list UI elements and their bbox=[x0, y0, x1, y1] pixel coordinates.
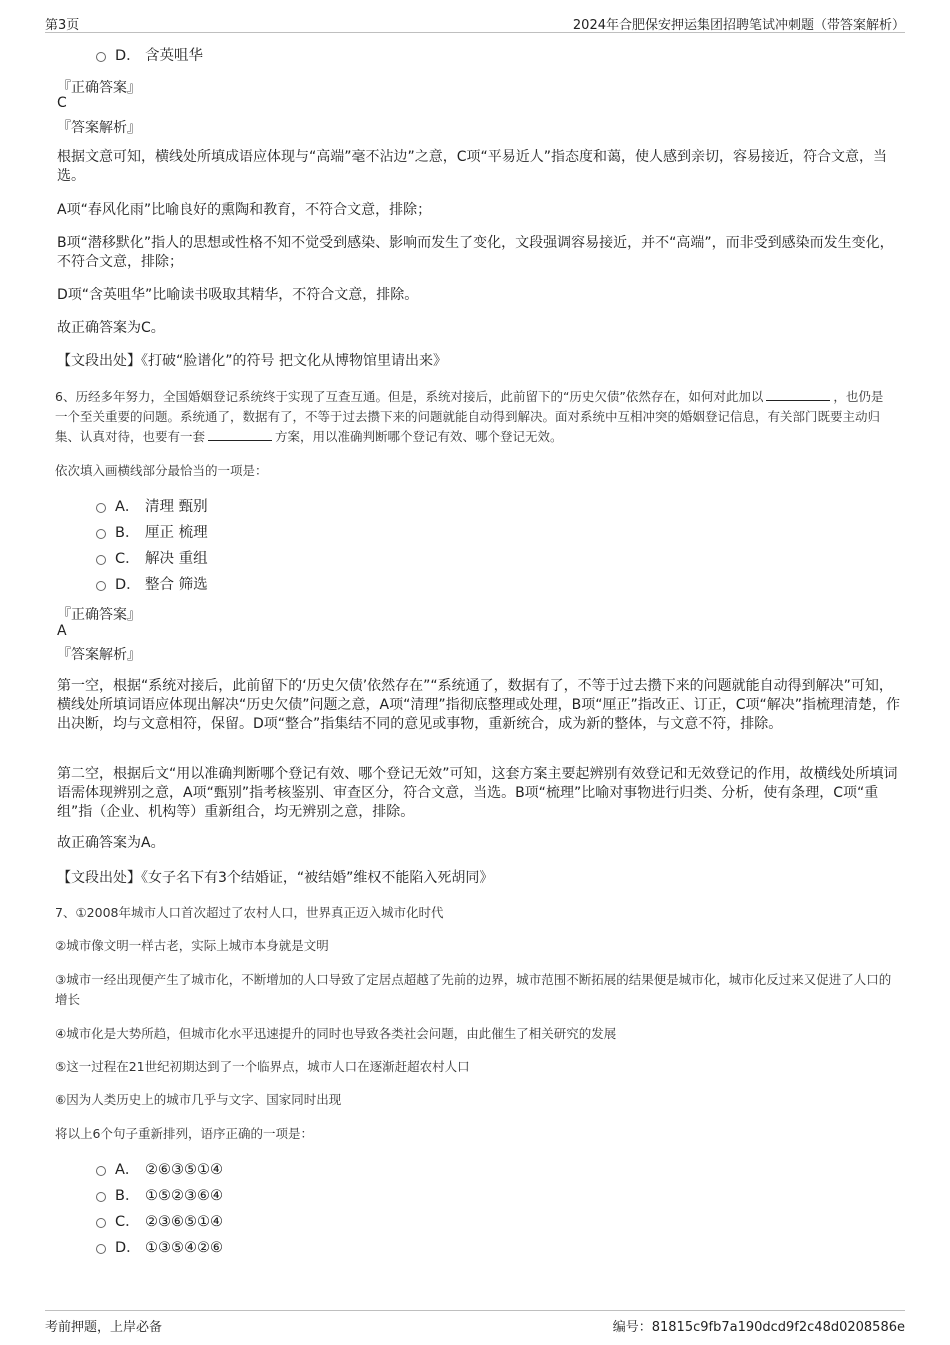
q7-option-d[interactable]: D． ①③⑤④②⑥ bbox=[96, 1238, 223, 1258]
q6-answer: A bbox=[57, 623, 67, 639]
blank-2 bbox=[208, 428, 272, 441]
document-title: 2024年合肥保安押运集团招聘笔试冲刺题（带答案解析） bbox=[572, 18, 905, 33]
q7-option-b[interactable]: B． ①⑤②③⑥④ bbox=[96, 1186, 223, 1206]
q7-sentence-3: ③城市一经出现便产生了城市化，不断增加的人口导致了定居点超越了先前的边界，城市范围不断拓展的结果便是城市化，城市化反过来又促进了人口的增长 bbox=[55, 972, 892, 1007]
q6-answer-label: 『正确答案』 bbox=[57, 607, 141, 623]
q6-analysis-para-2: 第二空，根据后文“用以准确判断哪个登记有效、哪个登记无效”可知，这套方案主要起辨别有效登记和无效登记的作用，故横线处所填词语需体现辨别之意，A项“甄别”指考核鉴别、审查区分，符合文意，当选。B项“梳理”比喻对事物进行归类、分析，使有条理，C项“重组”指（企业、机构等）重新组合，均无辨别之意，排除。 bbox=[57, 766, 898, 820]
q5-analysis-para-1: 根据文意可知，横线处所填成语应体现与“高端”毫不沾边”之意，C项“平易近人”指态度和蔼，使人感到亲切，容易接近，符合文意，当选。 bbox=[57, 149, 888, 184]
q7-sentence-2: ②城市像文明一样古老，实际上城市本身就是文明 bbox=[55, 938, 329, 953]
q7-sentence-4: ④城市化是大势所趋，但城市化水平迅速提升的同时也导致各类社会问题，由此催生了相关研究的发展 bbox=[55, 1026, 617, 1041]
q5-option-d[interactable]: D． 含英咀华 bbox=[96, 46, 203, 66]
radio-icon[interactable] bbox=[96, 52, 106, 62]
q5-analysis-para-3: B项“潜移默化”指人的思想或性格不知不觉受到感染、影响而发生了变化，文段强调容易接近，并不“高端”，而非受到感染而发生变化，不符合文意，排除； bbox=[57, 235, 894, 270]
q6-analysis-para-3: 故正确答案为A。 bbox=[57, 835, 165, 851]
q6-prompt: 依次填入画横线部分最恰当的一项是： bbox=[55, 463, 268, 478]
q6-analysis-para-1: 第一空，根据“系统对接后，此前留下的‘历史欠债’依然存在”“系统通了，数据有了，不等于过去攒下来的问题就能自动得到解决”可知，横线处所填词语应体现出解决“历史欠债”问题之意，A项“清理”指彻底整理或处理，B项“厘正”指改正、订正，C项“解决”指梳理清楚，作出决断，均与文意相符，保留。D项“整合”指集结不同的意见或事物，重新统合，成为新的整体，与文意不符，排除。 bbox=[57, 678, 900, 732]
document-id: 编号：81815c9fb7a190dcd9f2c48d0208586e bbox=[612, 1320, 905, 1335]
q5-answer: C bbox=[57, 95, 67, 111]
q7-sentence-1: 7、①2008年城市人口首次超过了农村人口，世界真正迈入城市化时代 bbox=[55, 905, 444, 920]
q6-stem: 6、历经多年努力，全国婚姻登记系统终于实现了互查互通。但是，系统对接后，此前留下的“历史欠债”依然存在，如何对此加以 ，也仍是一个至关重要的问题。系统通了，数据有了，不等于过去攒下来的问题就能自动得到解决。面对系统中互相冲突的婚姻登记信息，有关部门既要主动归集、认真对待，也要有一套 方案，用以准确判断哪个登记有效、哪个登记无效。 bbox=[55, 389, 884, 444]
q5-answer-label: 『正确答案』 bbox=[57, 80, 141, 96]
q5-analysis-para-4: D项“含英咀华”比喻读书吸取其精华，不符合文意，排除。 bbox=[57, 287, 419, 303]
page-number: 第3页 bbox=[45, 18, 80, 33]
q6-analysis-label: 『答案解析』 bbox=[57, 647, 141, 663]
q5-analysis-para-2: A项“春风化雨”比喻良好的熏陶和教育，不符合文意，排除； bbox=[57, 202, 432, 218]
footer-slogan: 考前押题，上岸必备 bbox=[45, 1320, 163, 1335]
page-footer bbox=[45, 1310, 905, 1335]
q7-sentence-5: ⑤这一过程在21世纪初期达到了一个临界点，城市人口在逐渐赶超农村人口 bbox=[55, 1059, 470, 1074]
radio-icon[interactable] bbox=[96, 1166, 106, 1176]
q6-option-a[interactable]: A． 清理 甄别 bbox=[96, 497, 208, 517]
page-header bbox=[45, 10, 905, 33]
radio-icon[interactable] bbox=[96, 555, 106, 565]
q6-source: 【文段出处】《女子名下有3个结婚证，“被结婚”维权不能陷入死胡同》 bbox=[57, 870, 494, 886]
q5-analysis-para-5: 故正确答案为C。 bbox=[57, 320, 165, 336]
q7-option-a[interactable]: A． ②⑥③⑤①④ bbox=[96, 1160, 223, 1180]
radio-icon[interactable] bbox=[96, 1218, 106, 1228]
radio-icon[interactable] bbox=[96, 581, 106, 591]
blank-1 bbox=[766, 388, 830, 401]
q7-prompt: 将以上6个句子重新排列，语序正确的一项是： bbox=[55, 1126, 313, 1141]
q5-source: 【文段出处】《打破“脸谱化”的符号 把文化从博物馆里请出来》 bbox=[57, 353, 447, 369]
q6-option-c[interactable]: C． 解决 重组 bbox=[96, 549, 208, 569]
radio-icon[interactable] bbox=[96, 503, 106, 513]
q6-option-b[interactable]: B． 厘正 梳理 bbox=[96, 523, 208, 543]
radio-icon[interactable] bbox=[96, 1244, 106, 1254]
radio-icon[interactable] bbox=[96, 1192, 106, 1202]
q6-option-d[interactable]: D． 整合 筛选 bbox=[96, 575, 208, 595]
q7-sentence-6: ⑥因为人类历史上的城市几乎与文字、国家同时出现 bbox=[55, 1092, 342, 1107]
radio-icon[interactable] bbox=[96, 529, 106, 539]
q5-analysis-label: 『答案解析』 bbox=[57, 120, 141, 136]
q7-option-c[interactable]: C． ②③⑥⑤①④ bbox=[96, 1212, 223, 1232]
